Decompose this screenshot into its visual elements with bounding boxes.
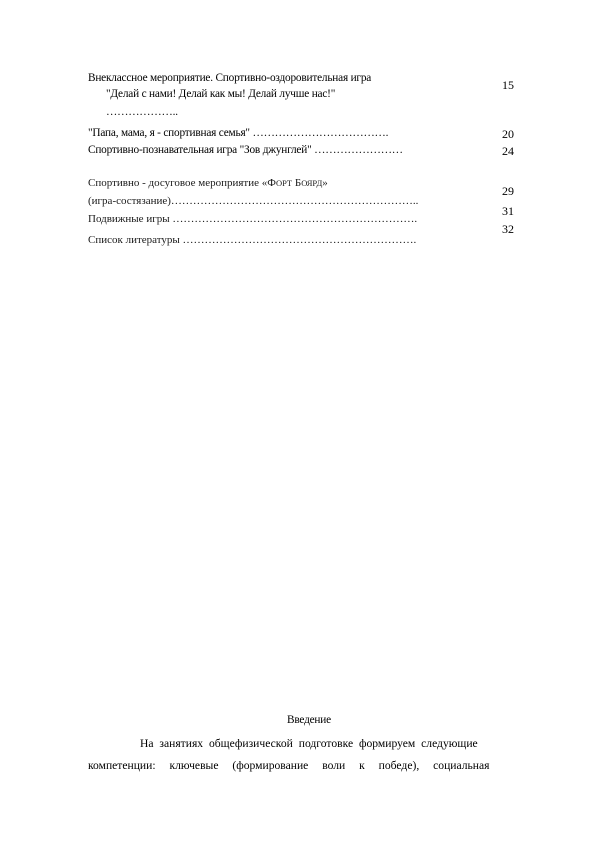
intro-paragraph-line-1: На занятиях общефизической подготовке формируем следующие: [140, 737, 478, 750]
toc-entry-4-sc-1-initial: Ф: [267, 177, 276, 189]
toc-entry-3: Спортивно-познавательная игра "Зов джунглей" ……………………: [88, 144, 403, 156]
toc-entry-5-page: 31: [502, 204, 514, 218]
toc-entry-1-line-2: "Делай с нами! Делай как мы! Делай лучше нас!": [106, 88, 336, 100]
toc-entry-6: Список литературы ……………………………………………………….: [88, 234, 417, 246]
toc-entry-2: "Папа, мама, я - спортивная семья" ……………………………….: [88, 127, 389, 139]
toc-entry-4-line-2: (игра-состязание)…………………………………………………………..: [88, 195, 419, 207]
toc-entry-4-sc-1-rest: ОРТ: [275, 178, 293, 188]
toc-entry-4-page: 29: [502, 184, 514, 198]
toc-entry-4-prefix: Спортивно - досуговое мероприятие «: [88, 177, 268, 189]
toc-entry-1-line-1: Внеклассное мероприятие. Спортивно-оздоровительная игра: [88, 72, 372, 84]
toc-entry-5: Подвижные игры ………………………………………………………….: [88, 213, 418, 225]
toc-entry-4-sc-2-initial: Б: [294, 177, 302, 189]
toc-entry-4-line-1: [88, 177, 328, 189]
toc-entry-6-page: 32: [502, 222, 514, 236]
toc-entry-4-sc-2-rest: ОЯРД: [301, 178, 323, 188]
toc-entry-1-page: 15: [502, 78, 514, 92]
toc-entry-4-suffix: »: [322, 177, 328, 189]
toc-entry-1-dots: ………………..: [106, 106, 178, 118]
toc-entry-2-page: 20: [502, 127, 514, 141]
toc-entry-3-page: 24: [502, 144, 514, 158]
intro-paragraph-line-2: компетенции: ключевые (формирование воли к победе), социальная: [88, 759, 490, 772]
intro-heading: Введение: [287, 714, 331, 726]
